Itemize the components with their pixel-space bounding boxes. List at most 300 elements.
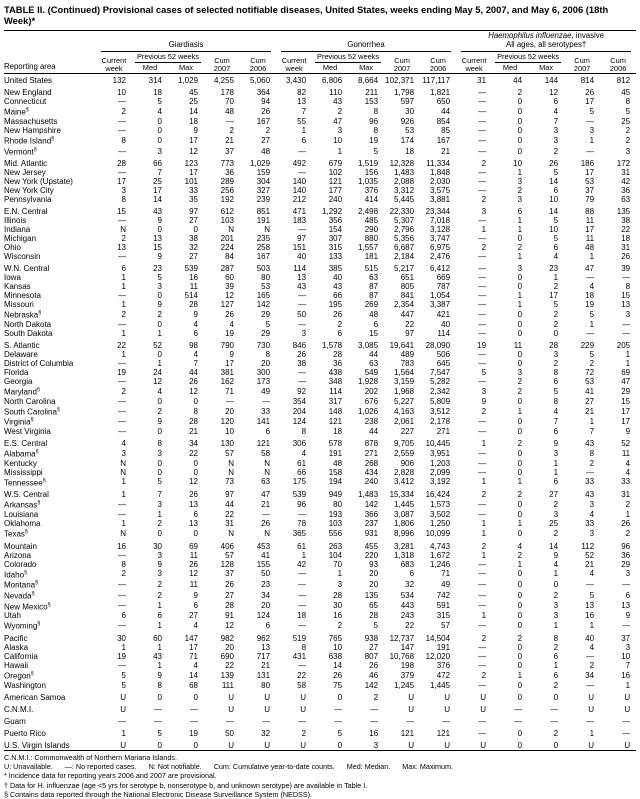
footnote-abbreviations: U: Unavailable. —: No reported cases. N: Not notifiable. Cum: Cumulative year-to-date counts. Med: Median. Max: Maximum. <box>4 761 453 771</box>
value-cell: 121 <box>400 728 415 738</box>
value-cell: 93 <box>369 559 379 569</box>
value-cell: 2,354 <box>394 300 415 310</box>
value-cell: 7 <box>157 168 162 178</box>
value-cell: 10,099 <box>425 528 451 538</box>
value-cell: 2 <box>553 528 559 538</box>
value-cell: 3 <box>553 611 559 621</box>
value-cell: 16 <box>621 670 631 680</box>
value-cell: 4,255 <box>213 76 234 86</box>
value-cell: 97 <box>225 490 234 500</box>
value-cell: 12 <box>225 621 234 631</box>
value-cell: 43 <box>153 651 162 661</box>
value-cell: N <box>120 458 126 468</box>
value-cell: 290 <box>364 225 379 235</box>
value-cell: 26 <box>189 490 198 500</box>
value-cell: 651 <box>400 273 415 283</box>
value-cell: — <box>370 716 379 726</box>
value-cell: 2 <box>157 590 162 600</box>
value-cell: 11 <box>189 550 198 560</box>
value-cell: 8 <box>625 282 631 292</box>
value-cell: 1,928 <box>358 377 379 387</box>
reporting-area-cell: New Jersey <box>4 168 46 178</box>
value-cell: 198 <box>400 660 415 670</box>
value-cell: — <box>262 396 271 406</box>
table-row <box>4 528 636 539</box>
value-cell: 0 <box>517 621 523 631</box>
value-cell: 84 <box>225 252 234 262</box>
value-cell: — <box>298 601 307 611</box>
value-cell: 45 <box>621 88 631 98</box>
value-cell: 34 <box>585 670 595 680</box>
value-cell: 0 <box>193 528 198 538</box>
value-cell: 0 <box>517 728 523 738</box>
value-cell: 6 <box>193 329 198 339</box>
value-cell: 300 <box>256 368 271 378</box>
value-cell: 2 <box>553 500 559 510</box>
value-cell: 1,203 <box>430 458 451 468</box>
value-cell: 3 <box>589 500 595 510</box>
value-cell: 485 <box>364 216 379 226</box>
value-cell: 38 <box>189 234 198 244</box>
value-cell: 3 <box>157 146 162 156</box>
value-cell: 40 <box>297 252 307 262</box>
value-cell: 44 <box>369 427 379 436</box>
reporting-area-cell: Texas§ <box>4 528 28 539</box>
value-cell: — <box>478 509 487 519</box>
table-row <box>4 146 636 157</box>
table-row <box>4 601 636 612</box>
value-cell: 2 <box>481 670 487 680</box>
value-cell: 1 <box>517 291 523 301</box>
value-cell: 7 <box>553 417 559 427</box>
value-cell: 1 <box>625 350 631 360</box>
value-cell: 61 <box>297 541 307 551</box>
value-cell: — <box>622 329 631 339</box>
value-cell: 92 <box>297 386 307 396</box>
value-cell: 177 <box>328 186 343 196</box>
value-cell: 421 <box>436 310 451 320</box>
value-cell: 6 <box>553 651 559 661</box>
value-cell: 26 <box>549 159 559 169</box>
value-cell: 2 <box>517 633 523 643</box>
value-cell: 3 <box>553 601 559 611</box>
table-row <box>4 499 636 510</box>
value-cell: 69 <box>621 368 631 378</box>
table-row <box>4 350 636 359</box>
value-cell: 3 <box>337 126 343 136</box>
value-cell: 13 <box>117 243 126 253</box>
value-cell: 0 <box>517 282 523 292</box>
value-cell: 2,828 <box>394 467 415 477</box>
value-cell: 841 <box>400 291 415 301</box>
value-cell: 186 <box>580 159 595 169</box>
value-cell: 348 <box>328 377 343 387</box>
value-cell: 2 <box>121 107 126 117</box>
table-row <box>4 459 636 468</box>
value-cell: 16 <box>333 611 343 621</box>
value-cell: 1,029 <box>250 159 271 169</box>
value-cell: — <box>118 126 126 136</box>
reporting-area-cell: Connecticut <box>4 97 47 107</box>
value-cell: 21 <box>261 500 271 510</box>
value-cell: 0 <box>517 611 523 621</box>
value-cell: 3,881 <box>430 195 451 205</box>
value-cell: 191 <box>436 642 451 652</box>
value-cell: — <box>622 728 631 738</box>
value-cell: N <box>264 225 271 235</box>
value-cell: 1 <box>589 621 595 631</box>
value-cell: 2 <box>625 135 631 145</box>
value-cell: — <box>478 559 487 569</box>
value-cell: 14 <box>333 660 343 670</box>
value-cell: 69 <box>189 541 198 551</box>
reporting-area-cell: California <box>4 651 38 661</box>
value-cell: 0 <box>517 107 523 117</box>
value-cell: 60 <box>225 273 234 283</box>
value-cell: 28 <box>369 611 379 621</box>
value-cell: 0 <box>517 590 523 600</box>
value-cell: 42 <box>621 177 631 187</box>
value-cell: 0 <box>517 273 523 283</box>
value-cell: 3 <box>625 146 631 156</box>
value-cell: 1 <box>481 225 487 235</box>
value-cell: — <box>478 580 487 590</box>
value-cell: — <box>298 660 307 670</box>
reporting-area-cell: West Virginia <box>4 427 51 436</box>
value-cell: 96 <box>369 117 379 127</box>
value-cell: 39 <box>225 282 234 292</box>
value-cell: 2,178 <box>430 417 451 427</box>
value-cell: — <box>514 716 523 726</box>
value-cell: 9 <box>157 670 162 680</box>
value-cell: 315 <box>436 611 451 621</box>
reporting-area-cell: U.S. Virgin Islands <box>4 740 70 750</box>
value-cell: 1 <box>517 216 523 226</box>
value-cell: 1 <box>121 477 126 487</box>
value-cell: 33 <box>261 406 271 416</box>
value-cell: 13 <box>621 300 631 310</box>
value-cell: — <box>478 291 487 301</box>
value-cell: 1,798 <box>394 88 415 98</box>
value-cell: 6 <box>517 207 523 217</box>
value-cell: 2,030 <box>430 177 451 187</box>
value-cell: 16 <box>585 611 595 621</box>
value-cell: 4 <box>553 107 559 117</box>
value-cell: 9 <box>157 216 162 226</box>
value-cell: 32 <box>405 580 415 590</box>
value-cell: 0 <box>157 396 162 406</box>
value-cell: 48 <box>369 310 379 320</box>
value-cell: 503 <box>256 264 271 274</box>
reporting-area-cell: Idaho§ <box>4 569 28 580</box>
value-cell: 1,246 <box>430 559 451 569</box>
table-row <box>4 560 636 569</box>
value-cell: 88 <box>585 207 595 217</box>
reporting-area-cell: South Carolina§ <box>4 406 60 417</box>
header-med-gonorrhea: Med <box>322 63 338 73</box>
value-cell: 154 <box>328 225 343 235</box>
value-cell: 8,996 <box>394 528 415 538</box>
value-cell: 7 <box>553 117 559 127</box>
value-cell: 10 <box>549 195 559 205</box>
table-row <box>4 652 636 661</box>
value-cell: 258 <box>256 243 271 253</box>
value-cell: 2,342 <box>430 386 451 396</box>
value-cell: 25 <box>189 97 198 107</box>
value-cell: — <box>478 135 487 145</box>
value-cell: 47 <box>333 117 343 127</box>
value-cell: — <box>334 716 343 726</box>
value-cell: 211 <box>365 88 379 98</box>
value-cell: 5 <box>157 273 162 283</box>
value-cell: 8 <box>193 406 198 416</box>
value-cell: — <box>478 642 487 652</box>
header-cum-2006-gonorrhea: Cum 2006 <box>429 55 447 74</box>
value-cell: 2 <box>553 642 559 652</box>
value-cell: N <box>120 225 126 235</box>
reporting-area-cell: Missouri <box>4 300 34 310</box>
value-cell: 906 <box>400 458 415 468</box>
value-cell: 8 <box>157 680 162 690</box>
value-cell: 0 <box>193 458 198 468</box>
value-cell: 15 <box>369 329 379 339</box>
value-cell: — <box>622 716 631 726</box>
value-cell: 229 <box>580 341 595 351</box>
table-row <box>4 510 636 519</box>
value-cell: 1 <box>517 225 523 235</box>
value-cell: 1 <box>121 350 126 360</box>
table-row <box>4 439 636 448</box>
value-cell: 49 <box>441 580 451 590</box>
value-cell: U <box>624 704 631 714</box>
value-cell: 0 <box>517 509 523 519</box>
value-cell: — <box>478 467 487 477</box>
reporting-area-cell: Alabama§ <box>4 449 39 459</box>
value-cell: 43 <box>333 97 343 107</box>
value-cell: 9 <box>157 417 162 427</box>
value-cell: 29 <box>621 386 631 396</box>
value-cell: — <box>298 509 307 519</box>
col-group-gonorrhea <box>276 30 456 52</box>
value-cell: 2,184 <box>394 252 415 262</box>
value-cell: 4 <box>625 458 631 468</box>
header-med-giardiasis: Med <box>142 63 158 73</box>
value-cell: 61 <box>297 458 307 468</box>
table-row <box>4 590 636 601</box>
value-cell: 3 <box>157 282 162 292</box>
value-cell: 773 <box>220 159 234 169</box>
value-cell: 2 <box>481 490 487 500</box>
value-cell: 19 <box>117 651 126 661</box>
value-cell: 0 <box>517 642 523 652</box>
value-cell: 5 <box>157 477 162 487</box>
value-cell: 289 <box>220 177 234 187</box>
reporting-area-cell: American Samoa <box>4 692 66 702</box>
value-cell: 15,334 <box>389 490 415 500</box>
value-cell: 26 <box>225 580 234 590</box>
value-cell: 21 <box>441 146 451 156</box>
value-cell: — <box>478 320 487 330</box>
value-cell: 438 <box>328 368 343 378</box>
value-cell: 36 <box>333 359 343 369</box>
value-cell: 148 <box>328 406 343 416</box>
table-row <box>4 705 636 714</box>
table-row <box>4 282 636 291</box>
reporting-area-cell: Kentucky <box>4 458 37 468</box>
value-cell: 9 <box>553 439 559 448</box>
value-cell: 7,547 <box>430 368 451 378</box>
value-cell: 0 <box>517 146 523 156</box>
value-cell: 765 <box>328 633 343 643</box>
value-cell: 181 <box>364 252 379 262</box>
footnote-dagger: † Data for H. influenzae (age <5 yrs for serotype b, nonserotype b, and unknown serotype) are available in Table I. <box>4 780 368 790</box>
value-cell: 48 <box>333 458 343 468</box>
value-cell: 1,968 <box>394 386 415 396</box>
value-cell: — <box>334 704 343 714</box>
value-cell: — <box>478 728 487 738</box>
value-cell: — <box>118 97 126 107</box>
value-cell: 6 <box>553 97 559 107</box>
value-cell: 239 <box>256 195 271 205</box>
group-label-hinfluenzae-species: Haemophilus influenzae <box>488 30 572 40</box>
value-cell: 1 <box>517 252 523 262</box>
value-cell: 41 <box>261 550 271 560</box>
value-cell: 191 <box>328 448 343 458</box>
value-cell: 30 <box>117 633 126 643</box>
value-cell: 314 <box>148 76 162 86</box>
value-cell: U <box>444 740 451 750</box>
value-cell: 8 <box>301 427 307 436</box>
value-cell: 195 <box>328 300 343 310</box>
value-cell: 135 <box>364 590 379 600</box>
value-cell: 26 <box>621 518 631 528</box>
table-body <box>4 74 636 750</box>
value-cell: — <box>622 273 631 283</box>
value-cell: — <box>478 216 487 226</box>
value-cell: 53 <box>585 377 595 387</box>
value-cell: 1 <box>553 621 559 631</box>
value-cell: 0 <box>517 310 523 320</box>
table-row <box>4 368 636 377</box>
value-cell: 447 <box>400 310 415 320</box>
value-cell: 742 <box>436 590 451 600</box>
value-cell: 938 <box>364 633 379 643</box>
value-cell: 0 <box>517 692 523 702</box>
value-cell: 75 <box>333 680 343 690</box>
value-cell: 3 <box>517 177 523 187</box>
header-max-giardiasis: Max <box>179 63 193 73</box>
value-cell: 26 <box>189 377 198 387</box>
value-cell: 5,356 <box>394 234 415 244</box>
value-cell: 5,809 <box>430 396 451 406</box>
value-cell: 13 <box>297 97 307 107</box>
value-cell: 17 <box>585 168 595 178</box>
value-cell: 443 <box>400 601 415 611</box>
value-cell: 70 <box>333 559 343 569</box>
value-cell: 2 <box>517 88 523 98</box>
value-cell: 4 <box>229 320 234 330</box>
value-cell: 31 <box>621 168 631 178</box>
reporting-area-cell: Wisconsin <box>4 252 41 262</box>
reporting-area-cell: Delaware <box>4 350 38 360</box>
value-cell: 650 <box>436 97 451 107</box>
value-cell: 453 <box>256 541 271 551</box>
value-cell: 96 <box>297 500 307 510</box>
value-cell: — <box>478 621 487 631</box>
value-cell: 6 <box>121 611 126 621</box>
table-row <box>4 620 636 631</box>
value-cell: 40 <box>333 273 343 283</box>
value-cell: 91 <box>225 611 234 621</box>
value-cell: 2 <box>553 146 559 156</box>
value-cell: 10 <box>549 225 559 235</box>
value-cell: — <box>478 300 487 310</box>
value-cell: 1,848 <box>430 168 451 178</box>
value-cell: — <box>478 282 487 292</box>
value-cell: — <box>478 448 487 458</box>
value-cell: 9 <box>481 396 487 406</box>
value-cell: 9 <box>625 611 631 621</box>
value-cell: — <box>478 264 487 274</box>
value-cell: 0 <box>517 117 523 127</box>
value-cell: — <box>478 126 487 136</box>
value-cell: 3 <box>121 186 126 196</box>
value-cell: — <box>478 88 487 98</box>
value-cell: — <box>586 580 595 590</box>
value-cell: 3 <box>157 569 162 579</box>
value-cell: 35 <box>189 195 198 205</box>
value-cell: 6,806 <box>322 76 343 86</box>
value-cell: 114 <box>329 386 343 396</box>
value-cell: 14 <box>549 541 559 551</box>
value-cell: 11 <box>189 282 198 292</box>
value-cell: 3 <box>625 569 631 579</box>
value-cell: 2 <box>517 439 523 448</box>
value-cell: U <box>300 692 307 702</box>
reporting-area-cell: New Mexico§ <box>4 601 51 612</box>
table-row <box>4 225 636 234</box>
value-cell: 1 <box>553 467 559 477</box>
table-row <box>4 729 636 738</box>
value-cell: U <box>408 704 415 714</box>
value-cell: 36 <box>225 168 234 178</box>
value-cell: 7 <box>193 359 198 369</box>
value-cell: — <box>118 601 126 611</box>
value-cell: 455 <box>364 541 379 551</box>
value-cell: 52 <box>621 439 631 448</box>
reporting-area-cell: Alaska <box>4 642 29 652</box>
value-cell: 0 <box>193 225 198 235</box>
value-cell: 12,328 <box>389 159 415 169</box>
table-row <box>4 477 636 488</box>
value-cell: 27 <box>369 642 379 652</box>
value-cell: 19 <box>477 341 487 351</box>
value-cell: 926 <box>400 117 415 127</box>
value-cell: 1 <box>625 359 631 369</box>
value-cell: 317 <box>328 396 343 406</box>
value-cell: 212 <box>292 195 307 205</box>
value-cell: 6 <box>553 186 559 196</box>
value-cell: 8 <box>553 396 559 406</box>
value-cell: 3,128 <box>430 225 451 235</box>
value-cell: 3 <box>157 550 162 560</box>
value-cell: 1 <box>517 168 523 178</box>
value-cell: 1,806 <box>394 518 415 528</box>
value-cell: 13 <box>621 601 631 611</box>
value-cell: 0 <box>157 528 162 538</box>
table-row <box>4 97 636 106</box>
value-cell: U <box>588 704 595 714</box>
